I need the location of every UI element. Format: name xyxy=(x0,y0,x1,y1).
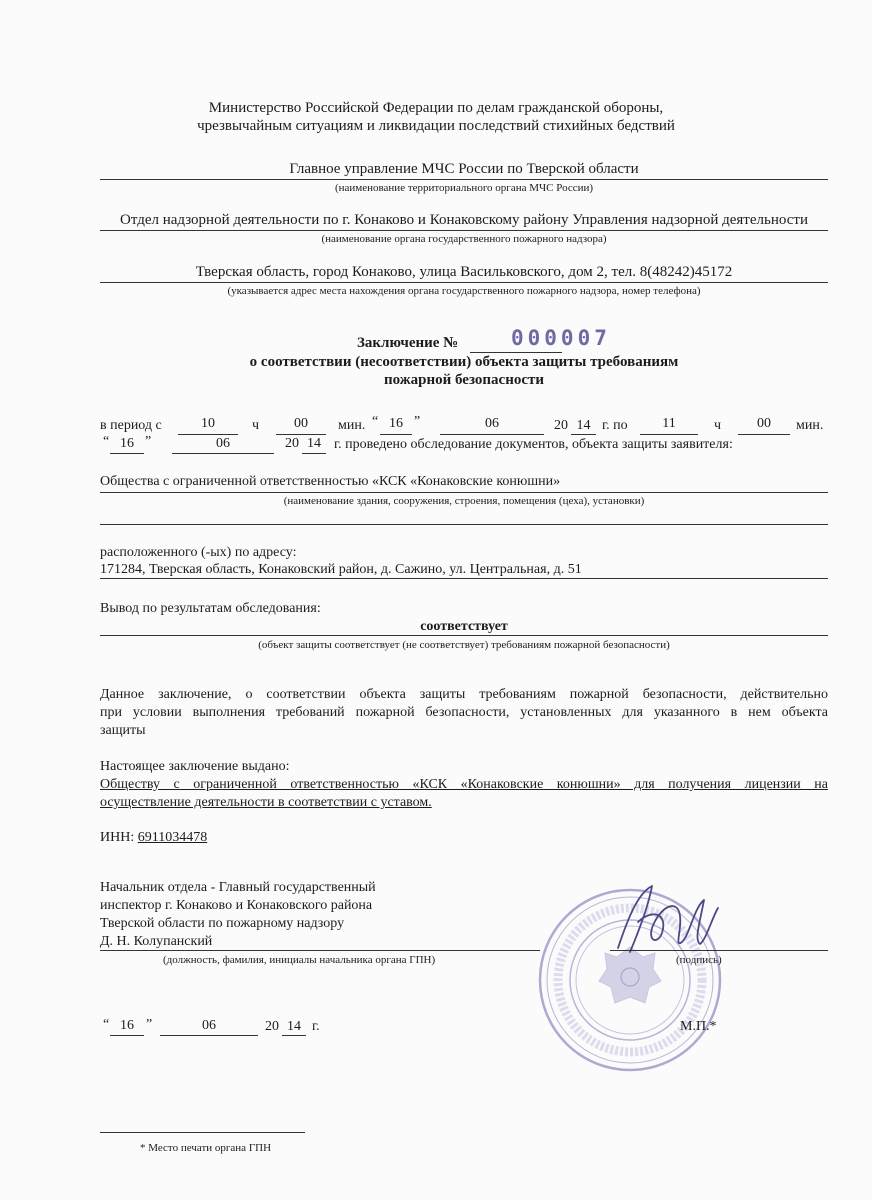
conclusion-number-stamp: 000007 xyxy=(511,326,611,350)
period-suffix: г. проведено обследование документов, объекта защиты заявителя: xyxy=(334,437,733,452)
validity-line-1: Данное заключение, о соответствии объекта защиты требованиям пожарной безопасности, действительно xyxy=(100,687,828,702)
ministry-line-1: Министерство Российской Федерации по делам гражданской обороны, xyxy=(208,100,664,116)
period-to-hour: 11 xyxy=(662,416,676,431)
date-year: 14 xyxy=(287,1019,301,1034)
period-to-day: 16 xyxy=(120,436,134,451)
date-g: г. xyxy=(312,1019,320,1034)
period-to-hour-label: ч xyxy=(714,418,722,433)
territorial-body: Главное управление МЧС России по Тверской области xyxy=(289,161,639,177)
issued-line-2: осуществление деятельности в соответствии с уставом. xyxy=(100,795,432,810)
supervision-body: Отдел надзорной деятельности по г. Конаково и Конаковскому району Управления надзорной деятельности xyxy=(120,212,808,228)
period-to-year-prefix: 20 xyxy=(285,436,299,451)
validity-line-2: при условии выполнения требований пожарной безопасности, установленных для указанного в нем объекта xyxy=(100,705,828,720)
date-year-prefix: 20 xyxy=(265,1019,279,1034)
conclusion-title-line-3: пожарной безопасности xyxy=(383,372,545,388)
period-from-min: 00 xyxy=(294,416,308,431)
footnote-text: * Место печати органа ГПН xyxy=(140,1142,272,1154)
seal-placeholder-label: М.П.* xyxy=(680,1019,717,1034)
signature-caption: (подпись) xyxy=(676,954,722,966)
supervision-body-caption: (наименование органа государственного пожарного надзора) xyxy=(321,233,607,245)
period-prefix: в период с xyxy=(100,418,162,433)
period-min-label: мин. xyxy=(338,418,366,433)
period-from-day: 16 xyxy=(389,416,403,431)
inn-label: ИНН: xyxy=(100,830,135,845)
period-from-year-prefix: 20 xyxy=(554,418,568,433)
period-hour-label: ч xyxy=(252,418,260,433)
date-month: 06 xyxy=(202,1018,216,1033)
object-name: Общества с ограниченной ответственностью «КСК «Конаковские конюшни» xyxy=(100,474,561,489)
location-address: 171284, Тверская область, Конаковский район, д. Сажино, ул. Центральная, д. 51 xyxy=(100,562,582,577)
supervision-address-caption: (указывается адрес места нахождения органа государственного пожарного надзора, номер телефона) xyxy=(227,285,701,297)
period-to-year: 14 xyxy=(307,436,321,451)
signature-underline xyxy=(610,950,828,951)
signatory-name: Д. Н. Колупанский xyxy=(100,934,213,949)
conclusion-number-underline xyxy=(470,352,562,353)
conclusion-caption: (объект защиты соответствует (не соответствует) требованиям пожарной безопасности) xyxy=(258,639,670,651)
signature-scribble xyxy=(608,878,728,958)
conclusion-label: Вывод по результатам обследования: xyxy=(100,601,321,616)
validity-line-3: защиты xyxy=(100,723,146,738)
signatory-underline xyxy=(100,950,540,951)
location-label: расположенного (-ых) по адресу: xyxy=(100,545,297,560)
issued-line-1: Обществу с ограниченной ответственностью «КСК «Конаковские конюшни» для получения лицензии на xyxy=(100,777,828,792)
conclusion-title-line-2: о соответствии (несоответствии) объекта защиты требованиям xyxy=(249,354,679,370)
period-from-month: 06 xyxy=(485,416,499,431)
signatory-line-2: инспектор г. Конаково и Конаковского района xyxy=(100,898,373,913)
signatory-line-3: Тверской области по пожарному надзору xyxy=(100,916,345,931)
ministry-line-2: чрезвычайным ситуациям и ликвидации последствий стихийных бедствий xyxy=(197,118,675,134)
supervision-address: Тверская область, город Конаково, улица Васильковского, дом 2, тел. 8(48242)45172 xyxy=(195,264,733,280)
period-from-hour: 10 xyxy=(201,416,215,431)
supervision-address-underline xyxy=(100,282,828,283)
period-to-min-label: мин. xyxy=(796,418,824,433)
period-from-year: 14 xyxy=(576,418,591,433)
territorial-body-underline xyxy=(100,179,828,180)
conclusion-title-label: Заключение № xyxy=(357,335,459,351)
territorial-body-caption: (наименование территориального органа МЧС России) xyxy=(334,182,594,194)
signatory-line-1: Начальник отдела - Главный государственный xyxy=(100,880,376,895)
date-day: 16 xyxy=(120,1018,134,1033)
period-to-min: 00 xyxy=(757,416,771,431)
inn-value: 6911034478 xyxy=(137,830,208,845)
conclusion-value: соответствует xyxy=(420,619,508,634)
issued-label: Настоящее заключение выдано: xyxy=(100,759,290,774)
signatory-caption: (должность, фамилия, инициалы начальника органа ГПН) xyxy=(163,954,436,966)
period-to-month: 06 xyxy=(216,436,230,451)
supervision-body-underline xyxy=(100,230,828,231)
object-extra-underline xyxy=(100,524,828,525)
period-to-label: г. по xyxy=(602,418,628,433)
footnote-divider xyxy=(100,1132,305,1133)
object-caption: (наименование здания, сооружения, строения, помещения (цеха), установки) xyxy=(283,495,645,507)
